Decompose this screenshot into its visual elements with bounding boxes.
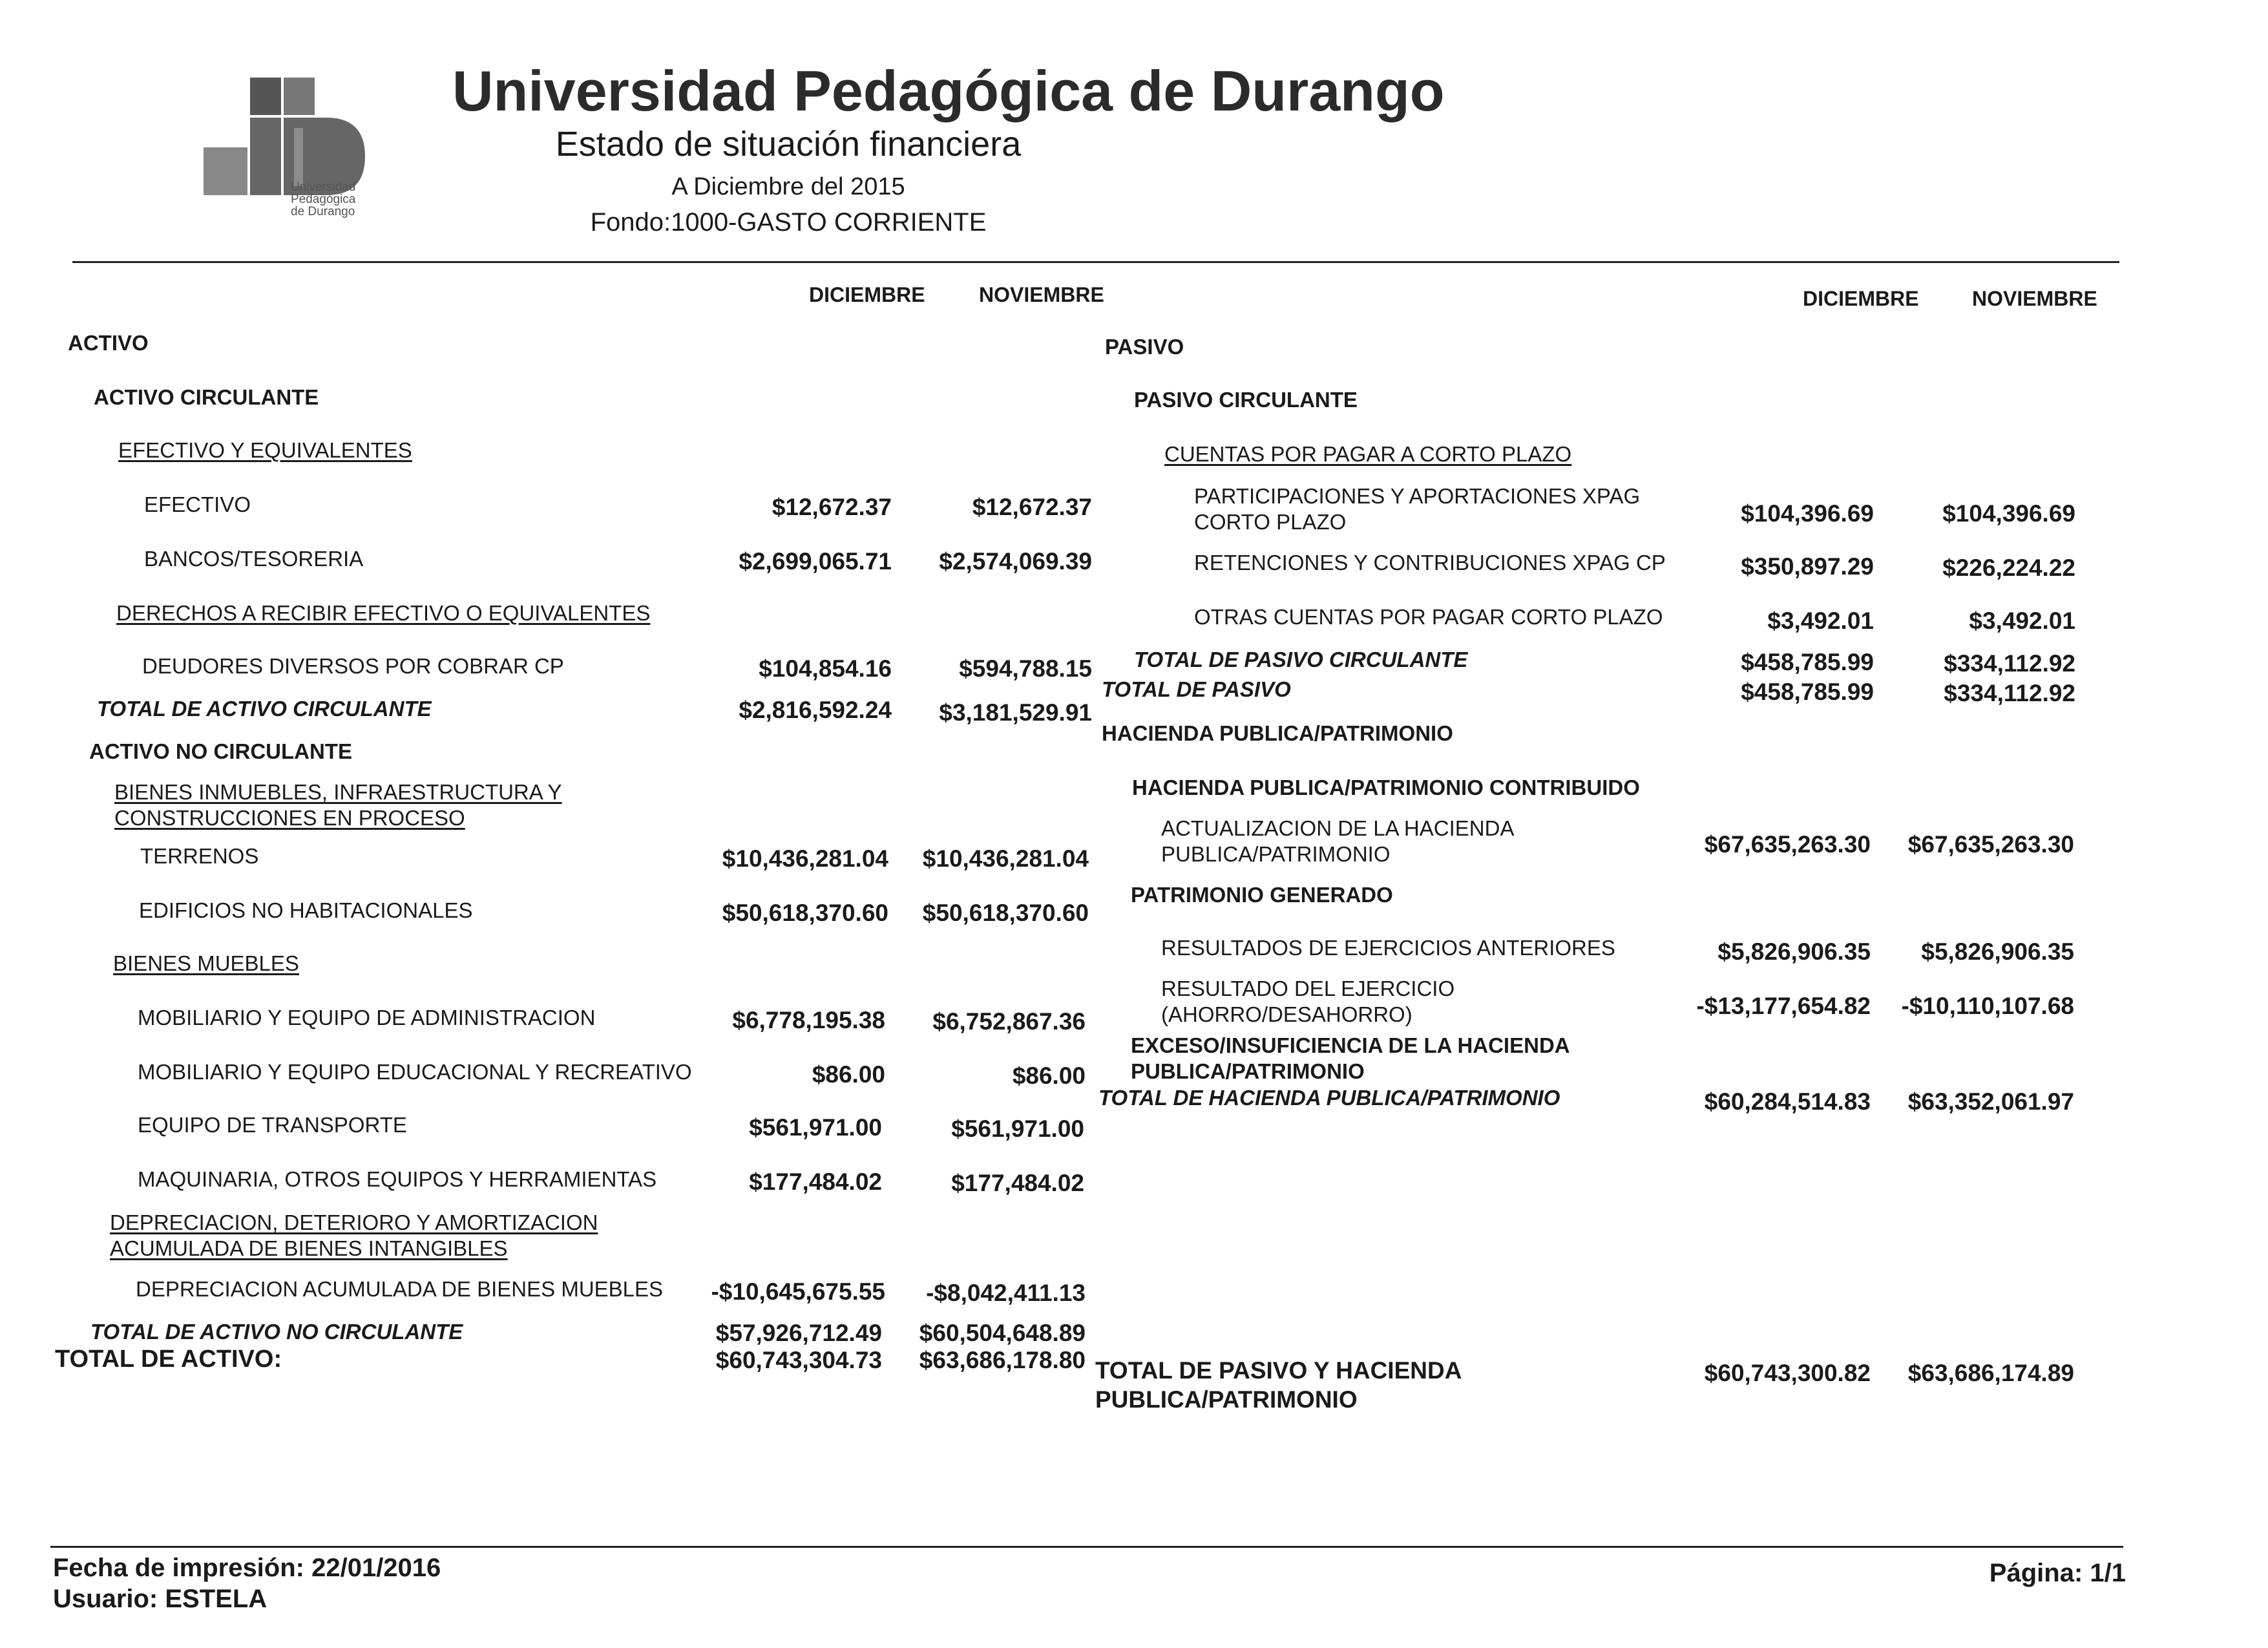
bienes-muebles-group-heading: BIENES MUEBLES (113, 951, 299, 975)
participaciones-label: PARTICIPACIONES Y APORTACIONES XPAG CORTO PLAZO (1194, 484, 1641, 534)
deudores-nov: $594,788.15 (959, 655, 1092, 682)
retenciones-nov: $226,224.22 (1942, 555, 2075, 581)
actualizacion-dic: $67,635,263.30 (1704, 831, 1871, 858)
col-header-dic-right: DICIEMBRE (1803, 287, 1919, 310)
depreciacion-dic: -$10,645,675.55 (711, 1278, 885, 1305)
transporte-nov: $561,971.00 (951, 1115, 1084, 1142)
total-pasivo-label: TOTAL DE PASIVO (1102, 677, 1291, 701)
mob-educ-dic: $86.00 (812, 1061, 885, 1088)
total-pasivo-nov: $334,112.92 (1944, 680, 2075, 706)
cuentas-group-heading: CUENTAS POR PAGAR A CORTO PLAZO (1164, 442, 1572, 466)
mob-admin-dic: $6,778,195.38 (732, 1007, 885, 1033)
mob-admin-nov: $6,752,867.36 (932, 1008, 1086, 1035)
total-hacienda-nov: $63,352,061.97 (1907, 1088, 2074, 1115)
activo-title: ACTIVO (68, 331, 149, 355)
participaciones-nov: $104,396.69 (1942, 500, 2075, 527)
logo-caption-line: de Durango (291, 205, 355, 218)
total-activo-label: TOTAL DE ACTIVO: (55, 1346, 282, 1373)
pasivo-title: PASIVO (1105, 335, 1184, 359)
transporte-label: EQUIPO DE TRANSPORTE (138, 1113, 407, 1137)
patrimonio-generado-title: PATRIMONIO GENERADO (1131, 883, 1393, 907)
mob-admin-label: MOBILIARIO Y EQUIPO DE ADMINISTRACION (138, 1006, 596, 1030)
otras-dic: $3,492.01 (1767, 607, 1874, 634)
total-pasivo-hacienda-nov: $63,686,174.89 (1907, 1360, 2074, 1386)
mob-educ-label: MOBILIARIO Y EQUIPO EDUCACIONAL Y RECREATIVO (138, 1060, 692, 1084)
activo-circulante-title: ACTIVO CIRCULANTE (94, 385, 319, 409)
maquinaria-nov: $177,484.02 (951, 1170, 1084, 1196)
depreciacion-nov: -$8,042,411.13 (926, 1280, 1086, 1306)
actualizacion-nov: $67,635,263.30 (1907, 831, 2074, 858)
logo-caption-line: Universidad (291, 180, 356, 194)
document-subtitle: Estado de situación financiera (555, 125, 1022, 164)
actualizacion-label: ACTUALIZACION DE LA HACIENDA PUBLICA/PATRIMONIO (1161, 816, 1513, 867)
otras-nov: $3,492.01 (1969, 607, 2075, 634)
bancos-label: BANCOS/TESORERIA (144, 547, 364, 571)
ejercicio-label: RESULTADO DEL EJERCICIO (AHORRO/DESAHORRO) (1161, 977, 1455, 1027)
depreciacion-label: DEPRECIACION ACUMULADA DE BIENES MUEBLES (136, 1277, 664, 1301)
retenciones-dic: $350,897.29 (1741, 553, 1874, 580)
user-line: Usuario: ESTELA (53, 1585, 268, 1613)
total-pasivo-dic: $458,785.99 (1741, 679, 1874, 705)
total-pasivo-hacienda-label: TOTAL DE PASIVO Y HACIENDA PUBLICA/PATRIMONIO (1095, 1357, 1462, 1413)
edificios-nov: $50,618,370.60 (922, 900, 1089, 926)
edificios-label: EDIFICIOS NO HABITACIONALES (139, 898, 473, 922)
otras-label: OTRAS CUENTAS POR PAGAR CORTO PLAZO (1194, 605, 1663, 629)
total-activo-nov: $63,686,178.80 (919, 1347, 1086, 1373)
anteriores-dic: $5,826,906.35 (1717, 938, 1871, 965)
hacienda-title: HACIENDA PUBLICA/PATRIMONIO (1102, 721, 1453, 745)
total-activo-no-circulante-dic: $57,926,712.49 (715, 1320, 882, 1346)
total-pasivo-circulante-nov: $334,112.92 (1944, 650, 2075, 677)
exceso-title: EXCESO/INSUFICIENCIA DE LA HACIENDA PUBLICA/PATRIMONIO (1131, 1033, 1570, 1084)
logo-caption-line: Pedagógica (291, 193, 356, 206)
total-activo-circulante-label: TOTAL DE ACTIVO CIRCULANTE (97, 697, 432, 721)
mob-educ-nov: $86.00 (1012, 1062, 1086, 1089)
efectivo-group-heading: EFECTIVO Y EQUIVALENTES (118, 438, 412, 462)
maquinaria-dic: $177,484.02 (749, 1168, 882, 1195)
anteriores-nov: $5,826,906.35 (1921, 938, 2074, 965)
efectivo-label: EFECTIVO (144, 492, 251, 516)
transporte-dic: $561,971.00 (749, 1114, 882, 1141)
total-hacienda-label: TOTAL DE HACIENDA PUBLICA/PATRIMONIO (1098, 1086, 1560, 1110)
ejercicio-nov: -$10,110,107.68 (1901, 993, 2074, 1019)
efectivo-dic: $12,672.37 (772, 494, 892, 520)
anteriores-label: RESULTADOS DE EJERCICIOS ANTERIORES (1161, 936, 1615, 960)
efectivo-nov: $12,672.37 (972, 494, 1092, 520)
total-pasivo-circulante-dic: $458,785.99 (1741, 649, 1874, 675)
total-activo-dic: $60,743,304.73 (715, 1347, 882, 1373)
edificios-dic: $50,618,370.60 (722, 900, 888, 926)
maquinaria-label: MAQUINARIA, OTROS EQUIPOS Y HERRAMIENTAS (138, 1167, 657, 1191)
col-header-nov-right: NOVIEMBRE (1972, 287, 2097, 310)
footer-divider (50, 1546, 2123, 1548)
col-header-dic-left: DICIEMBRE (809, 283, 925, 306)
header-divider (72, 261, 2119, 263)
total-pasivo-circulante-label: TOTAL DE PASIVO CIRCULANTE (1134, 648, 1468, 671)
fund-line: Fondo:1000-GASTO CORRIENTE (590, 208, 987, 237)
deudores-dic: $104,854.16 (759, 655, 892, 682)
total-activo-circulante-nov: $3,181,529.91 (939, 699, 1092, 726)
bancos-dic: $2,699,065.71 (739, 548, 892, 575)
page-number: Página: 1/1 (1989, 1559, 2126, 1587)
bancos-nov: $2,574,069.39 (939, 548, 1092, 575)
total-activo-no-circulante-label: TOTAL DE ACTIVO NO CIRCULANTE (90, 1320, 463, 1344)
activo-no-circulante-title: ACTIVO NO CIRCULANTE (89, 739, 352, 763)
print-date: Fecha de impresión: 22/01/2016 (53, 1554, 441, 1582)
total-pasivo-hacienda-dic: $60,743,300.82 (1704, 1360, 1871, 1386)
ejercicio-dic: -$13,177,654.82 (1696, 993, 1871, 1019)
col-header-nov-left: NOVIEMBRE (979, 283, 1104, 306)
participaciones-dic: $104,396.69 (1741, 500, 1874, 527)
university-logo (204, 76, 397, 218)
terrenos-nov: $10,436,281.04 (922, 845, 1089, 872)
retenciones-label: RETENCIONES Y CONTRIBUCIONES XPAG CP (1194, 551, 1666, 575)
date-line: A Diciembre del 2015 (671, 173, 905, 200)
hacienda-contribuido-title: HACIENDA PUBLICA/PATRIMONIO CONTRIBUIDO (1132, 776, 1640, 799)
derechos-group-heading: DERECHOS A RECIBIR EFECTIVO O EQUIVALENTES (116, 601, 651, 625)
pasivo-circulante-title: PASIVO CIRCULANTE (1134, 388, 1358, 412)
total-hacienda-dic: $60,284,514.83 (1704, 1088, 1871, 1115)
terrenos-dic: $10,436,281.04 (722, 845, 888, 872)
total-activo-no-circulante-nov: $60,504,648.89 (919, 1320, 1086, 1346)
total-activo-circulante-dic: $2,816,592.24 (739, 697, 892, 723)
depreciacion-group-heading: DEPRECIACION, DETERIORO Y AMORTIZACION ACUMULADA DE BIENES INTANGIBLES (110, 1210, 598, 1261)
terrenos-label: TERRENOS (140, 844, 259, 868)
bienes-inmuebles-group-heading: BIENES INMUEBLES, INFRAESTRUCTURA Y CONSTRUCCIONES EN PROCESO (114, 780, 562, 830)
deudores-label: DEUDORES DIVERSOS POR COBRAR CP (142, 654, 564, 678)
document-title: Universidad Pedagógica de Durango (452, 59, 1445, 123)
